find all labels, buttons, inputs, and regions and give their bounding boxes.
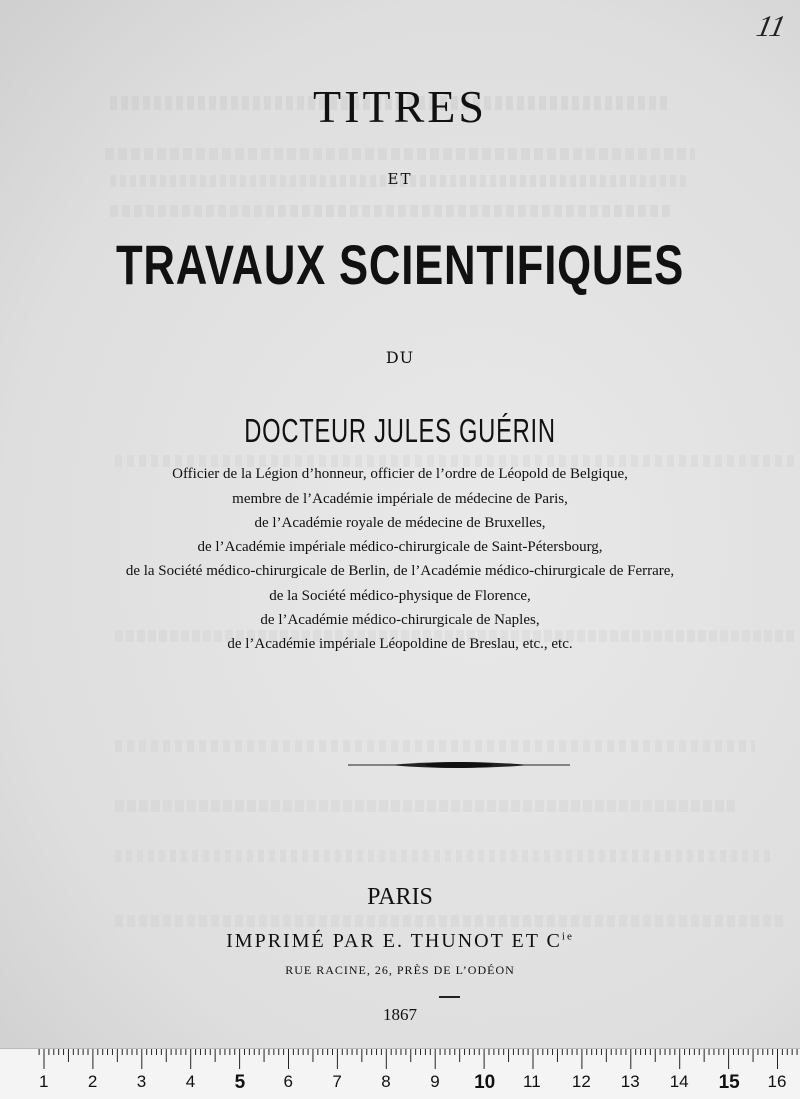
page-number: 11 [753, 10, 789, 43]
printer-name: IMPRIMÉ PAR E. THUNOT ET C [226, 930, 562, 952]
credential-line: de la Société médico-physique de Florence, [269, 588, 531, 604]
ruler-label: 16 [767, 1072, 787, 1091]
ruler-label: 10 [474, 1072, 496, 1093]
ruler-label: 5 [234, 1072, 246, 1093]
show-through-text [115, 915, 785, 927]
ruler-label: 7 [332, 1072, 342, 1091]
ruler-label: 6 [283, 1072, 293, 1091]
credential-line: de l’Académie impériale Léopoldine de Breslau, etc., etc. [227, 636, 573, 652]
subtitle: TRAVAUX SCIENTIFIQUES [115, 233, 685, 296]
author-name: DOCTEUR JULES GUÉRIN [244, 412, 556, 449]
ruler-label: 13 [620, 1072, 640, 1091]
printer-superscript: ie [561, 930, 574, 943]
ornamental-rule [348, 758, 570, 772]
imprint-printer [0, 930, 800, 953]
show-through-text [110, 205, 670, 217]
imprint-address: RUE RACINE, 26, PRÈS DE L’ODÉON [285, 963, 515, 977]
credential-line: membre de l’Académie impériale de médecine de Paris, [232, 491, 568, 507]
title-conjunction: ET [387, 170, 413, 188]
ruler-label: 12 [571, 1072, 591, 1091]
ruler-label: 11 [523, 1072, 541, 1091]
ruler-label: 4 [185, 1072, 196, 1091]
ruler-label: 14 [669, 1072, 689, 1091]
ruler-label: 9 [430, 1072, 440, 1091]
show-through-text [115, 800, 735, 812]
ruler-label: 8 [381, 1072, 391, 1091]
credential-line: de l’Académie médico-chirurgicale de Naples, [260, 612, 540, 628]
divider [439, 996, 460, 998]
credential-line: de la Société médico-chirurgicale de Berlin, de l’Académie médico-chirurgicale de Ferrare, [125, 563, 675, 579]
show-through-text [115, 850, 775, 862]
ruler-label: 3 [136, 1072, 147, 1091]
credential-line: de l’Académie royale de médecine de Bruxelles, [254, 515, 546, 531]
ruler-label: 1 [39, 1072, 49, 1091]
credential-line: de l’Académie impériale médico-chirurgicale de Saint-Pétersbourg, [197, 539, 603, 555]
imprint-city: PARIS [367, 884, 433, 910]
ruler-label: 2 [87, 1072, 98, 1091]
imprint-year: 1867 [383, 1005, 417, 1024]
title: TITRES [313, 81, 487, 132]
measurement-ruler [0, 1048, 800, 1099]
credential-line: Officier de la Légion d’honneur, officier de l’ordre de Léopold de Belgique, [172, 466, 628, 482]
show-through-text [115, 740, 755, 752]
show-through-text [105, 148, 695, 160]
preposition: DU [385, 348, 415, 367]
ruler-label: 15 [718, 1072, 740, 1093]
